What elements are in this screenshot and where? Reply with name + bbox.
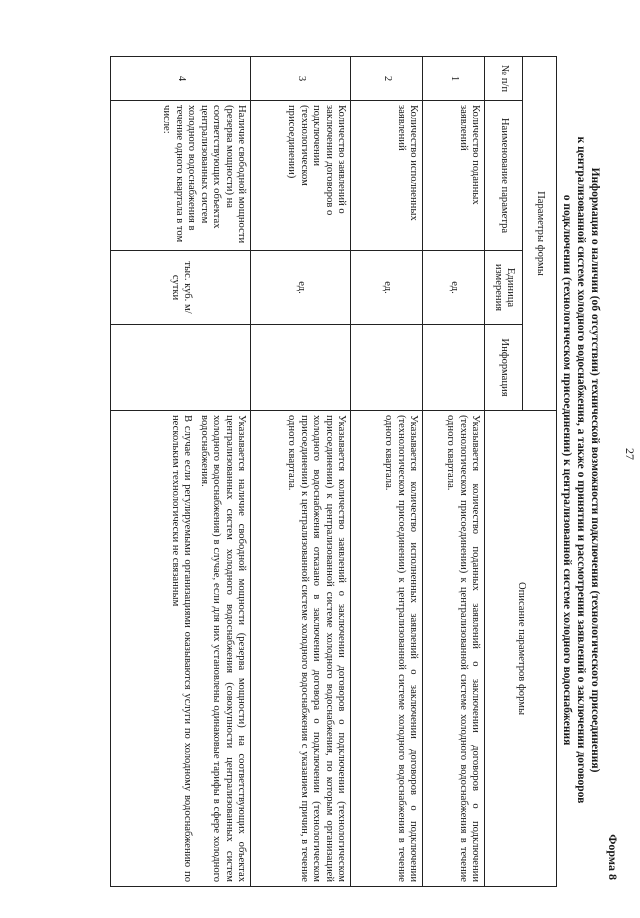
row-number: 4	[111, 57, 251, 101]
info-cell	[111, 325, 251, 411]
unit-header: Единица измерения	[485, 251, 523, 325]
unit-cell: ед.	[423, 251, 485, 325]
description-text: Указывается количество заявлений о заключении договоров о подключении (технологическом присоединении) к централизованной системе холодного водоснабжения, по которым организацией холодного водоснабжения отказано в заключении договора о подключении (технологическом присоединении) к централизованной системе холодного водоснабжения с указанием причин, в течение одного квартала.	[286, 415, 348, 883]
table-row	[423, 57, 485, 887]
row-number: 2	[351, 57, 423, 101]
table-row	[111, 57, 251, 887]
description-text: В случае если регулируемыми организациями оказываются услуги по холодному водоснабжению по нескольким технологически не связанным	[170, 415, 194, 883]
unit-cell: ед.	[351, 251, 423, 325]
form-parameters-header: Параметры формы	[523, 57, 557, 411]
description-text: Указывается количество поданных заявлений о заключении договоров о подключении (технологическом присоединении) к централизованной системе холодного водоснабжения в течение одного квартала.	[445, 415, 482, 883]
description-cell	[351, 411, 423, 887]
info-cell	[251, 325, 351, 411]
heading-line-3: о подключении (технологическом присоединении) к централизованной системе холодного водоснабжения	[561, 194, 573, 746]
parameter-name: Количество заявлений о заключении договоров о подключении (технологическом присоединении)	[251, 101, 351, 251]
table-row	[251, 57, 351, 887]
table-row	[351, 57, 423, 887]
parameters-table	[111, 56, 558, 887]
row-number: 3	[251, 57, 351, 101]
document-heading	[560, 90, 602, 850]
unit-cell: тыс. куб. м/сутки	[111, 251, 251, 325]
description-cell	[251, 411, 351, 887]
row-number: 1	[423, 57, 485, 101]
heading-line-1: Информация о наличии (об отсутствии) технической возможности подключения (технологического присоединения)	[589, 167, 601, 773]
parameter-name: Количество исполненных заявлений	[351, 101, 423, 251]
name-header: Наименование параметра	[485, 101, 523, 251]
info-header: Информация	[485, 325, 523, 411]
page-number: 27	[623, 448, 637, 460]
info-cell	[423, 325, 485, 411]
description-cell	[111, 411, 251, 887]
description-text: Указывается наличие свободной мощности (резерва мощности) на соответствующих объектах централизованных систем холодного водоснабжения (совокупности централизованных систем холодного водоснабжения) в случае, если для них установлены одинаковые тарифы в сфере холодного водоснабжения.	[199, 415, 248, 883]
description-header: Описание параметров формы	[485, 411, 557, 887]
parameter-name: Наличие свободной мощности (резерва мощности) на соответствующих объектах централизованных систем холодного водоснабжения в течение одного квартала в том числе:	[111, 101, 251, 251]
description-cell	[423, 411, 485, 887]
heading-line-2: к централизованной системе холодного водоснабжения, а также о принятии и рассмотрении заявлений о заключении договоров	[575, 136, 587, 804]
form-label: Форма 8	[606, 834, 620, 880]
info-cell	[351, 325, 423, 411]
parameter-name: Количество поданных заявлений	[423, 101, 485, 251]
description-text: Указывается количество исполненных заявлений о заключении договоров о подключении (технологическом присоединении) к централизованной системе холодного водоснабжения в течение одного квартала.	[383, 415, 420, 883]
unit-cell: ед.	[251, 251, 351, 325]
num-header: № п/п	[485, 57, 523, 101]
